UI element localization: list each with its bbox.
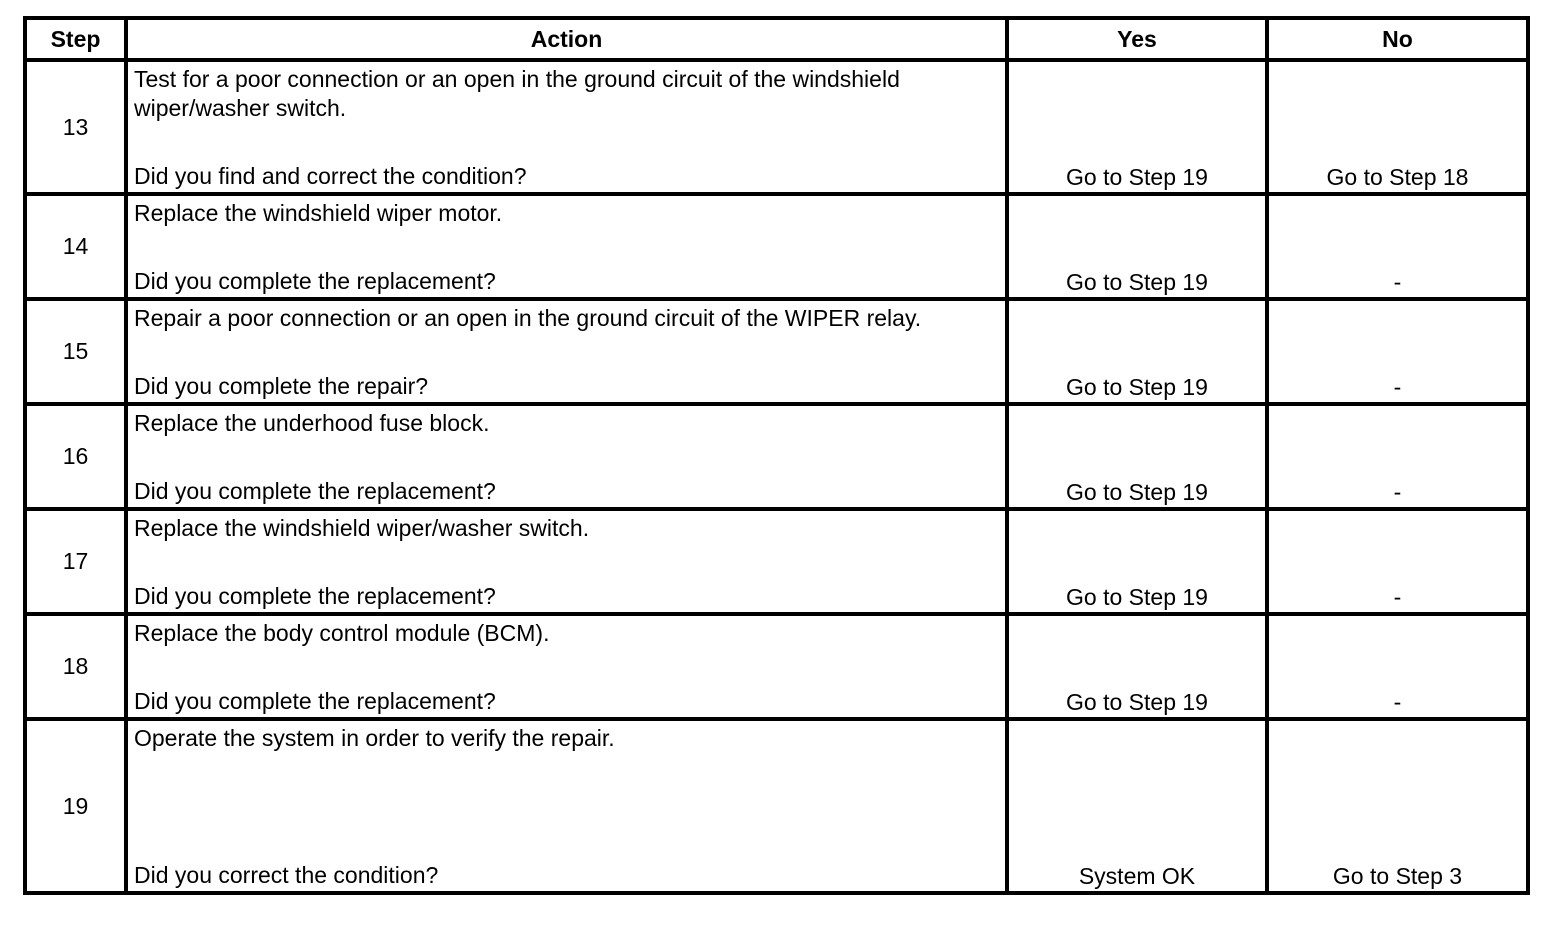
- action-cell: [126, 60, 1007, 194]
- action-cell: [126, 614, 1007, 719]
- table-row: [25, 60, 1528, 194]
- action-cell: [126, 299, 1007, 404]
- question-text: Did you correct the condition?: [134, 862, 439, 888]
- action-text: Repair a poor connection or an open in the ground circuit of the WIPER relay.: [134, 305, 922, 331]
- yes-result: System OK: [1007, 719, 1267, 893]
- no-result: -: [1267, 404, 1528, 509]
- step-number: 16: [25, 404, 126, 509]
- no-result: -: [1267, 299, 1528, 404]
- question-text: Did you complete the replacement?: [134, 268, 496, 294]
- action-cell: [126, 194, 1007, 299]
- question-text: Did you find and correct the condition?: [134, 163, 527, 189]
- table-row: [25, 404, 1528, 509]
- no-result: -: [1267, 194, 1528, 299]
- no-result: -: [1267, 509, 1528, 614]
- action-text: Replace the body control module (BCM).: [134, 620, 550, 646]
- action-text: Test for a poor connection or an open in the ground circuit of the windshield wiper/washer switch.: [134, 66, 900, 121]
- action-text: Operate the system in order to verify the repair.: [134, 725, 615, 751]
- question-text: Did you complete the repair?: [134, 373, 429, 399]
- yes-result: Go to Step 19: [1007, 60, 1267, 194]
- action-text: Replace the underhood fuse block.: [134, 410, 490, 436]
- question-text: Did you complete the replacement?: [134, 478, 496, 504]
- action-text: Replace the windshield wiper/washer switch.: [134, 515, 590, 541]
- header-step: Step: [25, 18, 126, 60]
- table-row: [25, 509, 1528, 614]
- step-number: 17: [25, 509, 126, 614]
- question-text: Did you complete the replacement?: [134, 688, 496, 714]
- table-row: [25, 299, 1528, 404]
- table-row: [25, 719, 1528, 893]
- table-row: [25, 614, 1528, 719]
- action-cell: [126, 719, 1007, 893]
- yes-result: Go to Step 19: [1007, 404, 1267, 509]
- header-yes: Yes: [1007, 18, 1267, 60]
- header-action: Action: [126, 18, 1007, 60]
- no-result: -: [1267, 614, 1528, 719]
- step-number: 15: [25, 299, 126, 404]
- question-text: Did you complete the replacement?: [134, 583, 496, 609]
- no-result: Go to Step 3: [1267, 719, 1528, 893]
- table-header-row: [25, 18, 1528, 60]
- yes-result: Go to Step 19: [1007, 614, 1267, 719]
- header-no: No: [1267, 18, 1528, 60]
- yes-result: Go to Step 19: [1007, 194, 1267, 299]
- yes-result: Go to Step 19: [1007, 299, 1267, 404]
- step-number: 13: [25, 60, 126, 194]
- action-cell: [126, 509, 1007, 614]
- table-row: [25, 194, 1528, 299]
- action-text: Replace the windshield wiper motor.: [134, 200, 503, 226]
- no-result: Go to Step 18: [1267, 60, 1528, 194]
- step-number: 14: [25, 194, 126, 299]
- step-number: 19: [25, 719, 126, 893]
- diagnostic-table: [23, 16, 1530, 895]
- yes-result: Go to Step 19: [1007, 509, 1267, 614]
- action-cell: [126, 404, 1007, 509]
- step-number: 18: [25, 614, 126, 719]
